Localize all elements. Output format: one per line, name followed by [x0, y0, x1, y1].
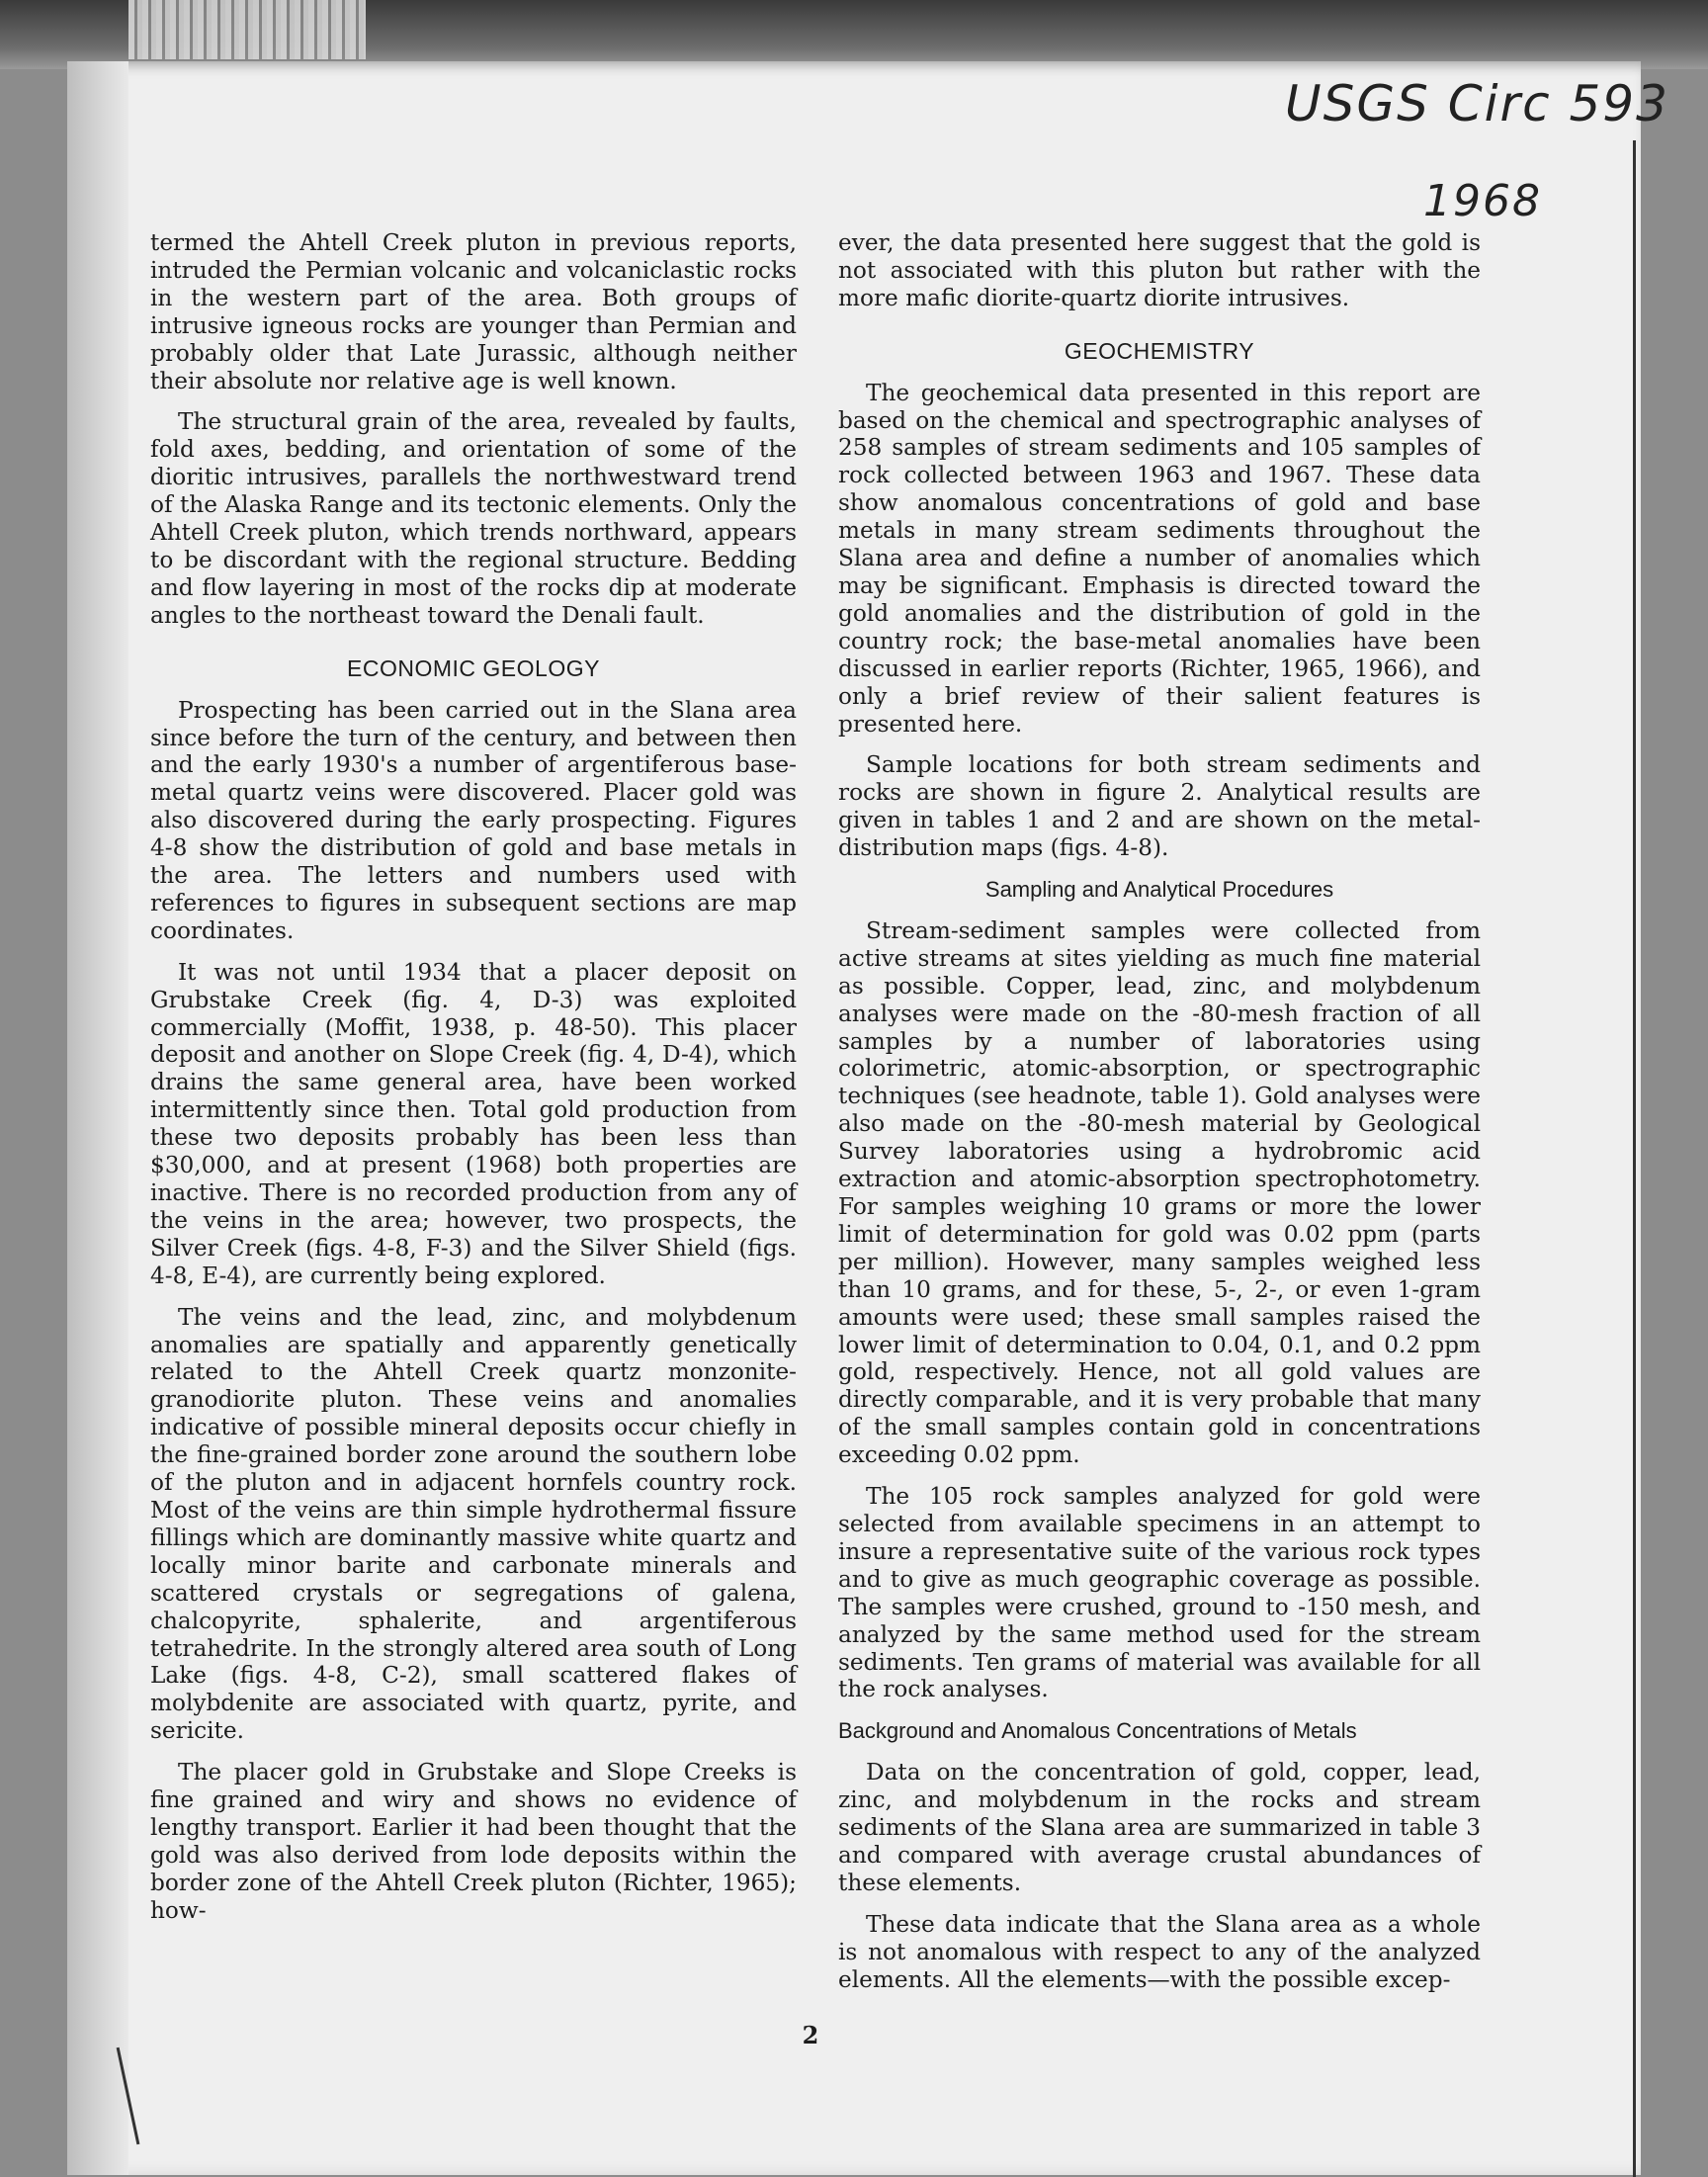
subheading-background: Background and Anomalous Concentrations of Metals	[838, 1718, 1357, 1744]
left-column	[150, 229, 797, 1939]
handwritten-year: 1968	[1423, 176, 1542, 226]
subheading-sampling: Sampling and Analytical Procedures	[984, 877, 1334, 903]
paragraph: Prospecting has been carried out in the Slana area since before the turn of the century, and between then and the early 1930's a number of argentiferous base-metal quartz veins were discovered. Placer gold was also discovered during the early prospecting. Figures 4-8 show the distribution of gold and base metals in the area. The letters and numbers used with references to figures in subsequent sections are map coordinates.	[150, 696, 797, 944]
paragraph: The geochemical data presented in this report are based on the chemical and spectrographic analyses of 258 samples of stream sediments and 105 samples of rock collected between 1963 and 1967. These data show anomalous concentrations of gold and base metals in many stream sediments throughout the Slana area and define a number of anomalies which may be significant. Emphasis is directed toward the gold anomalies and the distribution of gold in the country rock; the base-metal anomalies have been discussed in earlier reports (Richter, 1965, 1966), and only a brief review of their salient features is presented here.	[838, 379, 1481, 738]
paragraph: It was not until 1934 that a placer deposit on Grubstake Creek (fig. 4, D-3) was exploited commercially (Moffit, 1938, p. 48-50). This placer deposit and another on Slope Creek (fig. 4, D-4), which drains the same general area, have been worked intermittently since then. Total gold production from these two deposits probably has been less than $30,000, and at present (1968) both properties are inactive. There is no recorded production from any of the veins in the area; however, two prospects, the Silver Creek (figs. 4-8, F-3) and the Silver Shield (figs. 4-8, E-4), are currently being explored.	[150, 958, 797, 1289]
paragraph: The veins and the lead, zinc, and molybdenum anomalies are spatially and apparently genetically related to the Ahtell Creek quartz monzonite-granodiorite pluton. These veins and anomalies indicative of possible mineral deposits occur chiefly in the fine-grained border zone around the southern lobe of the pluton and in adjacent hornfels country rock. Most of the veins are thin simple hydrothermal fissure fillings which are dominantly massive white quartz and locally minor barite and carbonate minerals and scattered crystals or segregations of galena, chalcopyrite, sphalerite, and argentiferous tetrahedrite. In the strongly altered area south of Long Lake (figs. 4-8, C-2), small scattered flakes of molybdenite are associated with quartz, pyrite, and sericite.	[150, 1303, 797, 1745]
underlying-sheet-edge	[128, 0, 366, 59]
paragraph: Sample locations for both stream sediments and rocks are shown in figure 2. Analytical results are given in tables 1 and 2 and are shown on the metal-distribution maps (figs. 4-8).	[838, 751, 1481, 862]
page-right-border	[1633, 140, 1636, 2177]
section-heading-geochemistry: GEOCHEMISTRY	[1064, 337, 1255, 364]
paragraph: Stream-sediment samples were collected from active streams at sites yielding as much fine material as possible. Copper, lead, zinc, and molybdenum analyses were made on the -80-mesh fraction of all samples by a number of laboratories using colorimetric, atomic-absorption, or spectrographic techniques (see headnote, table 1). Gold analyses were also made on the -80-mesh material by Geological Survey laboratories using a hydrobromic acid extraction and atomic-absorption spectrophotometry. For samples weighing 10 grams or more the lower limit of determination for gold was 0.02 ppm (parts per million). However, many samples weighed less than 10 grams, and for these, 5-, 2-, or even 1-gram amounts were used; these small samples raised the lower limit of determination to 0.04, 0.1, and 0.2 ppm gold, respectively. Hence, not all gold values are directly comparable, and it is very probable that many of the small samples contain gold in concentrations exceeding 0.02 ppm.	[838, 916, 1481, 1469]
paragraph: ever, the data presented here suggest that the gold is not associated with this pluton but rather with the more mafic diorite-quartz diorite intrusives.	[838, 229, 1481, 311]
paragraph: The structural grain of the area, revealed by faults, fold axes, bedding, and orientation of some of the dioritic intrusives, parallels the northwestward trend of the Alaska Range and its tectonic elements. Only the Ahtell Creek pluton, which trends northward, appears to be discordant with the regional structure. Bedding and flow layering in most of the rocks dip at moderate angles to the northeast toward the Denali fault.	[150, 408, 797, 629]
paragraph: These data indicate that the Slana area as a whole is not anomalous with respect to any of the analyzed elements. All the elements—with the possible excep-	[838, 1910, 1481, 1993]
paragraph: The placer gold in Grubstake and Slope Creeks is fine grained and wiry and shows no evidence of lengthy transport. Earlier it had been thought that the gold was also derived from lode deposits within the border zone of the Ahtell Creek pluton (Richter, 1965); how-	[150, 1759, 797, 1924]
section-heading-economic-geology: ECONOMIC GEOLOGY	[347, 654, 600, 681]
paragraph: termed the Ahtell Creek pluton in previous reports, intruded the Permian volcanic and volcaniclastic rocks in the western part of the area. Both groups of intrusive igneous rocks are younger than Permian and probably older that Late Jurassic, although neither their absolute nor relative age is well known.	[150, 229, 797, 394]
paragraph: Data on the concentration of gold, copper, lead, zinc, and molybdenum in the rocks and stream sediments of the Slana area are summarized in table 3 and compared with average crustal abundances of these elements.	[838, 1759, 1481, 1896]
handwritten-reference: USGS Circ 593	[1285, 75, 1669, 132]
right-column	[838, 229, 1481, 2007]
page-number: 2	[802, 2021, 819, 2049]
paragraph: The 105 rock samples analyzed for gold were selected from available specimens in an attempt to insure a representative suite of the various rock types and to give as much geographic coverage as possible. The samples were crushed, ground to -150 mesh, and analyzed by the same method used for the stream sediments. Ten grams of material was available for all the rock analyses.	[838, 1483, 1481, 1703]
page-shadow-edge	[67, 61, 128, 2175]
